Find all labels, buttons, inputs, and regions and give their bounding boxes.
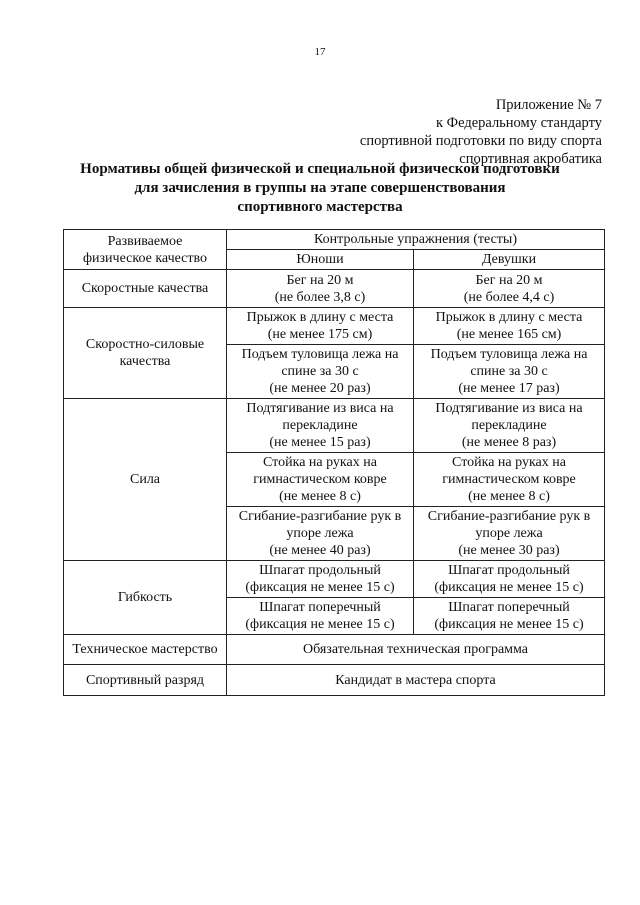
quality-cell <box>64 308 227 399</box>
norm-line: Бег на 20 м <box>475 272 543 288</box>
norm-line: (не менее 40 раз) <box>269 543 371 558</box>
norms-table <box>63 229 605 696</box>
norm-cell <box>227 270 414 308</box>
norm-line: Сгибание-разгибание рук в <box>427 509 591 524</box>
norm-line: Подтягивание из виса на <box>246 401 394 416</box>
norm-line: перекладине <box>471 418 547 433</box>
header-tests-cell: Контрольные упражнения (тесты) <box>227 230 605 250</box>
norm-line: (не менее 8 раз) <box>461 435 557 450</box>
table-row <box>64 561 605 598</box>
norm-line: Сгибание-разгибание рук в <box>238 509 402 524</box>
quality-line: качества <box>119 354 171 369</box>
norm-cell <box>414 345 605 399</box>
norm-cell: Обязательная техническая программа <box>227 635 605 665</box>
norm-line: спине за 30 с <box>470 364 548 379</box>
norm-cell <box>414 598 605 635</box>
norm-line: (не более 3,8 с) <box>274 289 366 305</box>
table-row <box>64 635 605 665</box>
norm-line: (не менее 165 см) <box>456 327 562 342</box>
norm-line: гимнастическом ковре <box>442 472 576 487</box>
norm-line: (фиксация не менее 15 с) <box>245 580 395 595</box>
appendix-line: Приложение № 7 <box>495 97 602 113</box>
norm-cell <box>414 308 605 345</box>
norm-cell <box>414 507 605 561</box>
norm-cell <box>414 399 605 453</box>
norm-cell <box>227 308 414 345</box>
norm-line: Подъем туловища лежа на <box>241 347 399 362</box>
norm-line: (фиксация не менее 15 с) <box>434 617 584 632</box>
norm-line: (не менее 20 раз) <box>269 381 371 396</box>
norm-cell <box>227 561 414 598</box>
norm-cell <box>227 399 414 453</box>
norm-line: перекладине <box>282 418 358 433</box>
norm-line: Подъем туловища лежа на <box>430 347 588 362</box>
appendix-line: к Федеральному стандарту <box>435 115 602 131</box>
appendix-line: спортивной подготовки по виду спорта <box>359 133 602 149</box>
norm-cell <box>414 561 605 598</box>
table-row <box>64 399 605 453</box>
norm-line: Бег на 20 м <box>286 272 354 288</box>
norm-line: (не менее 17 раз) <box>458 381 560 396</box>
norm-cell <box>227 507 414 561</box>
norm-cell <box>227 453 414 507</box>
header-quality-line: физическое качество <box>82 250 208 266</box>
norm-line: Шпагат поперечный <box>259 600 381 615</box>
norm-cell <box>414 453 605 507</box>
appendix-header <box>360 96 602 168</box>
norm-line: (не менее 175 см) <box>267 327 373 342</box>
norm-line: Подтягивание из виса на <box>435 401 583 416</box>
quality-cell: Техническое мастерство <box>64 635 227 665</box>
norm-cell <box>414 270 605 308</box>
norm-line: Шпагат продольный <box>448 563 570 578</box>
norm-line: (не менее 30 раз) <box>458 543 560 558</box>
norm-cell: Кандидат в мастера спорта <box>227 665 605 696</box>
title-line: для зачисления в группы на этапе совершенствования <box>134 180 506 196</box>
table-row <box>64 270 605 308</box>
norm-cell <box>227 598 414 635</box>
header-girls-cell: Девушки <box>414 250 605 270</box>
norm-line: спине за 30 с <box>281 364 359 379</box>
quality-line: Скоростно-силовые <box>85 337 205 352</box>
norm-line: (фиксация не менее 15 с) <box>434 580 584 595</box>
norm-line: гимнастическом ковре <box>253 472 387 487</box>
table-header-row <box>64 230 605 250</box>
quality-cell: Сила <box>64 399 227 561</box>
appendix-line: спортивная акробатика <box>459 151 602 167</box>
header-quality-cell <box>64 230 227 270</box>
table-row <box>64 665 605 696</box>
norm-line: Прыжок в длину с места <box>246 310 394 325</box>
norm-line: (не менее 8 с) <box>279 489 361 504</box>
quality-cell: Спортивный разряд <box>64 665 227 696</box>
norm-line: Стойка на руках на <box>263 455 377 470</box>
title-line: спортивного мастерства <box>237 199 403 215</box>
header-quality-line: Развиваемое <box>107 233 183 249</box>
table-row <box>64 308 605 345</box>
norm-line: Стойка на руках на <box>452 455 566 470</box>
norm-line: (не менее 15 раз) <box>269 435 371 450</box>
header-boys-cell: Юноши <box>227 250 414 270</box>
norm-line: Шпагат поперечный <box>448 600 570 615</box>
title-line: Нормативы общей физической и специальной физической подготовки <box>80 161 560 177</box>
norm-line: (не более 4,4 с) <box>463 289 555 305</box>
document-title <box>0 160 640 217</box>
norm-cell <box>227 345 414 399</box>
quality-cell: Гибкость <box>64 561 227 635</box>
quality-cell: Скоростные качества <box>64 270 227 308</box>
norm-line: Шпагат продольный <box>259 563 381 578</box>
norm-line: (фиксация не менее 15 с) <box>245 617 395 632</box>
norm-line: Прыжок в длину с места <box>435 310 583 325</box>
page-number: 17 <box>314 46 326 58</box>
norm-line: упоре лежа <box>286 526 354 541</box>
norm-line: (не менее 8 с) <box>468 489 550 504</box>
norm-line: упоре лежа <box>475 526 543 541</box>
